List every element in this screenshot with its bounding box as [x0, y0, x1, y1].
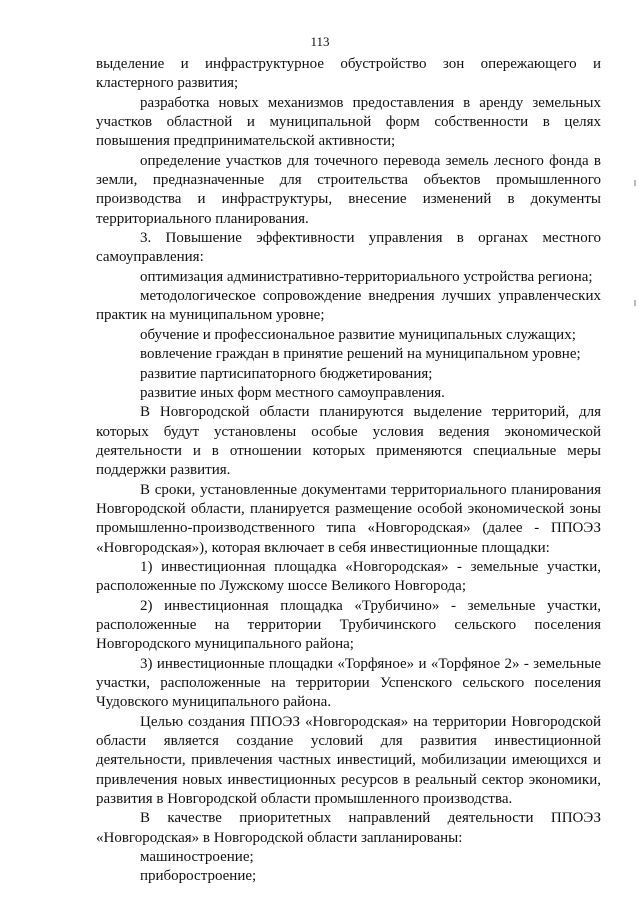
paragraph-site-novgorodskaya: 1) инвестиционная площадка «Новгородская» - земельные участки, расположенные по Лужскому шоссе Великого Новгорода; — [96, 558, 601, 595]
paragraph-budgeting: развитие партисипаторного бюджетирования; — [140, 365, 433, 382]
document-body — [96, 55, 601, 887]
paragraph-zones: выделение и инфраструктурное обустройство зон опережающего и кластерного развития; — [96, 56, 601, 92]
list-item-instrument-making: приборостроение; — [140, 868, 257, 885]
page-number: 113 — [310, 34, 330, 49]
paragraph-item-3-heading: 3. Повышение эффективности управления в органах местного самоуправления: — [96, 230, 601, 266]
paragraph-lease-mechanisms: разработка новых механизмов предоставления в аренду земельных участков областной и муниципальной форм собственности в целях повышения предпринимательской активности; — [96, 94, 601, 150]
paragraph-goal: Целью создания ППОЭЗ «Новгородская» на территории Новгородской области является создание условий для развития инвестиционной деятельности, привлечения частных инвестиций, мобилизации имеющихся и привлечения новых инвестиционных ресурсов в реальный сектор экономики, развития в Новгородской области промышленного производства. — [96, 713, 601, 808]
paragraph-forest-land: определение участков для точечного перевода земель лесного фонда в земли, предназначенные для строительства объектов промышленного производства и инфраструктуры, внесение изменений в документы территориального планирования. — [96, 152, 601, 227]
paragraph-priorities: В качестве приоритетных направлений деятельности ППОЭЗ «Новгородская» в Новгородской области запланированы: — [96, 810, 601, 846]
paragraph-training: обучение и профессиональное развитие муниципальных служащих; — [140, 326, 576, 343]
paragraph-site-trubichino: 2) инвестиционная площадка «Трубичино» - земельные участки, расположенные на территории Трубичинского сельского поселения Новгородского муниципального района; — [96, 597, 601, 653]
scan-artifact — [634, 180, 636, 186]
paragraph-citizen-involvement: вовлечение граждан в принятие решений на муниципальном уровне; — [140, 346, 581, 363]
paragraph-self-government: развитие иных форм местного самоуправления. — [140, 384, 445, 401]
list-item-machine-building: машиностроение; — [140, 849, 254, 866]
paragraph-special-territories: В Новгородской области планируются выделение территорий, для которых будут установлены особые условия ведения экономической деятельности и в отношении которых применяются специальные меры поддержки развития. — [96, 404, 601, 479]
paragraph-optimization: оптимизация административно-территориального устройства региона; — [140, 268, 593, 285]
scan-artifact — [634, 300, 636, 306]
paragraph-methodology: методологическое сопровождение внедрения лучших управленческих практик на муниципальном уровне; — [96, 288, 601, 324]
paragraph-site-torfyanoe: 3) инвестиционные площадки «Торфяное» и «Торфяное 2» - земельные участки, расположенные на территории Успенского сельского поселения Чудовского муниципального района. — [96, 655, 601, 711]
paragraph-special-economic-zone: В сроки, установленные документами территориального планирования Новгородской области, планируется размещение особой экономической зоны промышленно-производственного типа «Новгородская» (далее - ППОЭЗ «Новгородская»), которая включает в себя инвестиционные площадки: — [96, 481, 601, 556]
